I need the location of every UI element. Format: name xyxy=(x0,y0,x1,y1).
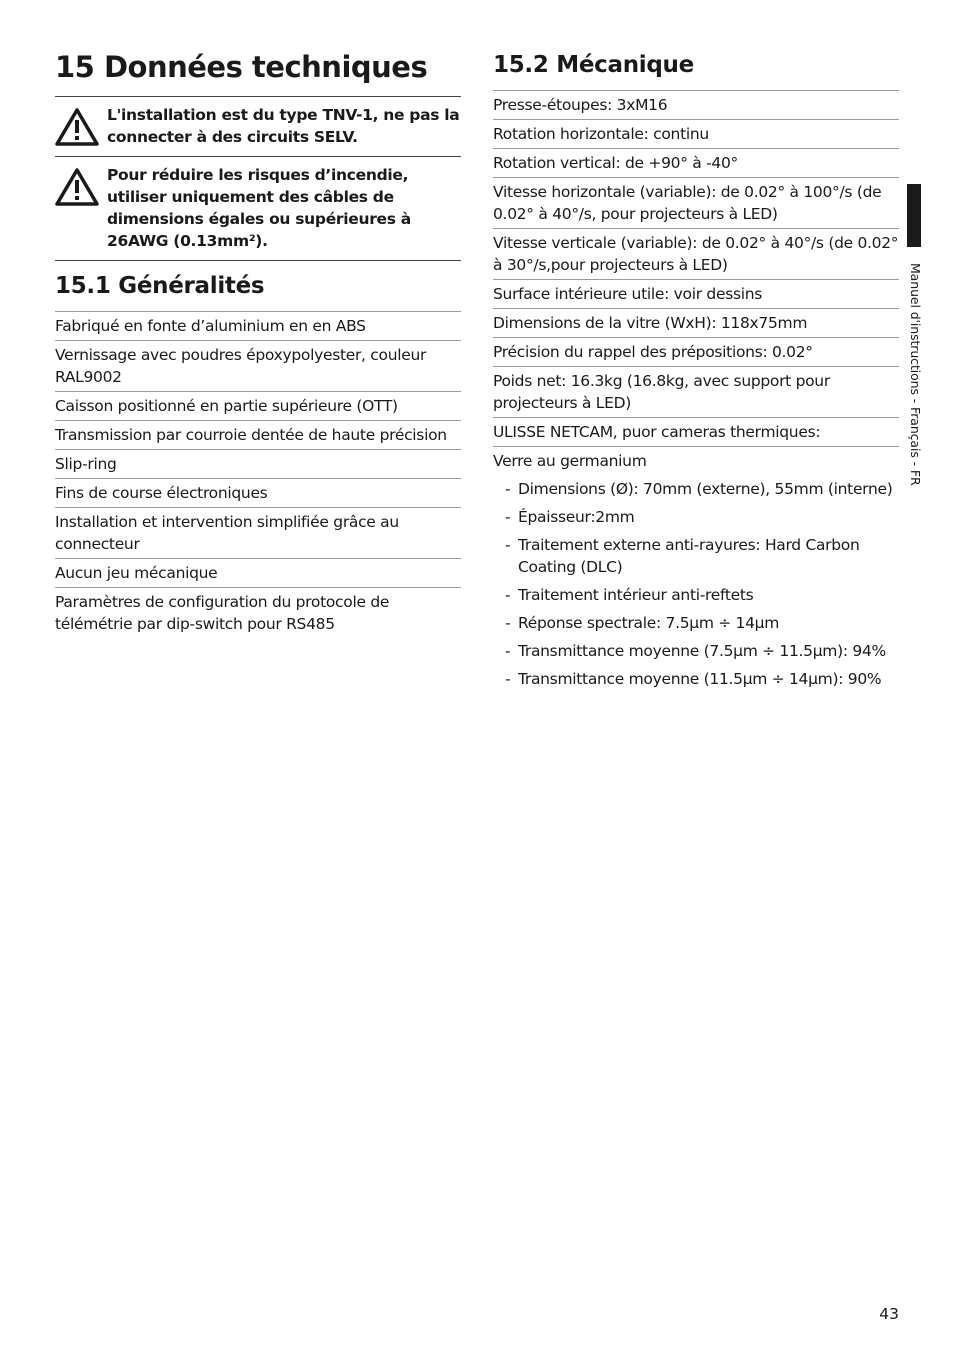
dash-marker: - xyxy=(505,480,511,498)
dash-marker: - xyxy=(505,642,511,660)
section-title-generalites: 15.1 Généralités xyxy=(55,273,265,299)
dash-marker: - xyxy=(505,508,511,526)
sub-list-item: - Transmittance moyenne (7.5µm ÷ 11.5µm): 94% xyxy=(505,642,886,660)
list-item: Vitesse verticale (variable): de 0.02° à 40°/s (de 0.02° à 30°/s,pour projecteurs à LED) xyxy=(493,229,899,280)
page-number: 43 xyxy=(879,1305,899,1323)
list-item: Précision du rappel des prépositions: 0.02° xyxy=(493,338,899,367)
warning-text: L'installation est du type TNV-1, ne pas la connecter à des circuits SELV. xyxy=(107,106,460,146)
dash-marker: - xyxy=(505,536,511,554)
list-item: Rotation horizontale: continu xyxy=(493,120,899,149)
list-item: Transmission par courroie dentée de haute précision xyxy=(55,421,461,450)
list-item: Vernissage avec poudres époxypolyester, couleur RAL9002 xyxy=(55,341,461,392)
mecanique-list xyxy=(493,90,899,475)
page-title: 15 Données techniques xyxy=(55,50,428,84)
right-column xyxy=(493,48,899,693)
list-item: Caisson positionné en partie supérieure (OTT) xyxy=(55,392,461,421)
list-item: Slip-ring xyxy=(55,450,461,479)
list-item: Aucun jeu mécanique xyxy=(55,559,461,588)
generalites-list xyxy=(55,311,461,638)
warning-text: Pour réduire les risques d’incendie, utiliser uniquement des câbles de dimensions égales ou supérieures à 26AWG (0.13mm²). xyxy=(107,166,411,250)
list-item: Fabriqué en fonte d’aluminium en en ABS xyxy=(55,312,461,341)
list-item: Vitesse horizontale (variable): de 0.02° à 100°/s (de 0.02° à 40°/s, pour projecteurs à LED) xyxy=(493,178,899,229)
dash-marker: - xyxy=(505,670,511,688)
list-item: Surface intérieure utile: voir dessins xyxy=(493,280,899,309)
sub-list-item: - Dimensions (Ø): 70mm (externe), 55mm (interne) xyxy=(505,480,893,498)
list-item: ULISSE NETCAM, puor cameras thermiques: xyxy=(493,418,899,447)
dash-marker: - xyxy=(505,614,511,632)
sub-list-item: - Réponse spectrale: 7.5µm ÷ 14µm xyxy=(505,614,780,632)
list-item: Fins de course électroniques xyxy=(55,479,461,508)
warning-block-1 xyxy=(55,96,461,156)
list-item: Dimensions de la vitre (WxH): 118x75mm xyxy=(493,309,899,338)
divider xyxy=(55,260,461,269)
list-item: Installation et intervention simplifiée grâce au connecteur xyxy=(55,508,461,559)
list-item: Verre au germanium xyxy=(493,452,647,470)
dash-marker: - xyxy=(505,586,511,604)
left-column xyxy=(55,48,461,638)
warning-block-2 xyxy=(55,156,461,260)
list-item: Poids net: 16.3kg (16.8kg, avec support pour projecteurs à LED) xyxy=(493,367,899,418)
list-item: Paramètres de configuration du protocole de télémétrie par dip-switch pour RS485 xyxy=(55,593,390,633)
list-item: Presse-étoupes: 3xM16 xyxy=(493,91,899,120)
section-title-mecanique: 15.2 Mécanique xyxy=(493,52,694,78)
sub-list-item: - Épaisseur:2mm xyxy=(505,508,635,526)
sidebar-label: Manuel d'instructions - Français - FR xyxy=(908,263,923,486)
sub-list-item: - Traitement intérieur anti-reftets xyxy=(505,586,754,604)
list-item: Rotation vertical: de +90° à -40° xyxy=(493,149,899,178)
chapter-tab xyxy=(907,184,921,247)
germanium-sublist xyxy=(493,475,899,693)
sub-list-item: - Traitement externe anti-rayures: Hard Carbon Coating (DLC) xyxy=(505,536,860,576)
sub-list-item: - Transmittance moyenne (11.5µm ÷ 14µm): 90% xyxy=(505,670,882,688)
warning-triangle-icon xyxy=(55,108,99,146)
warning-triangle-icon xyxy=(55,168,99,206)
